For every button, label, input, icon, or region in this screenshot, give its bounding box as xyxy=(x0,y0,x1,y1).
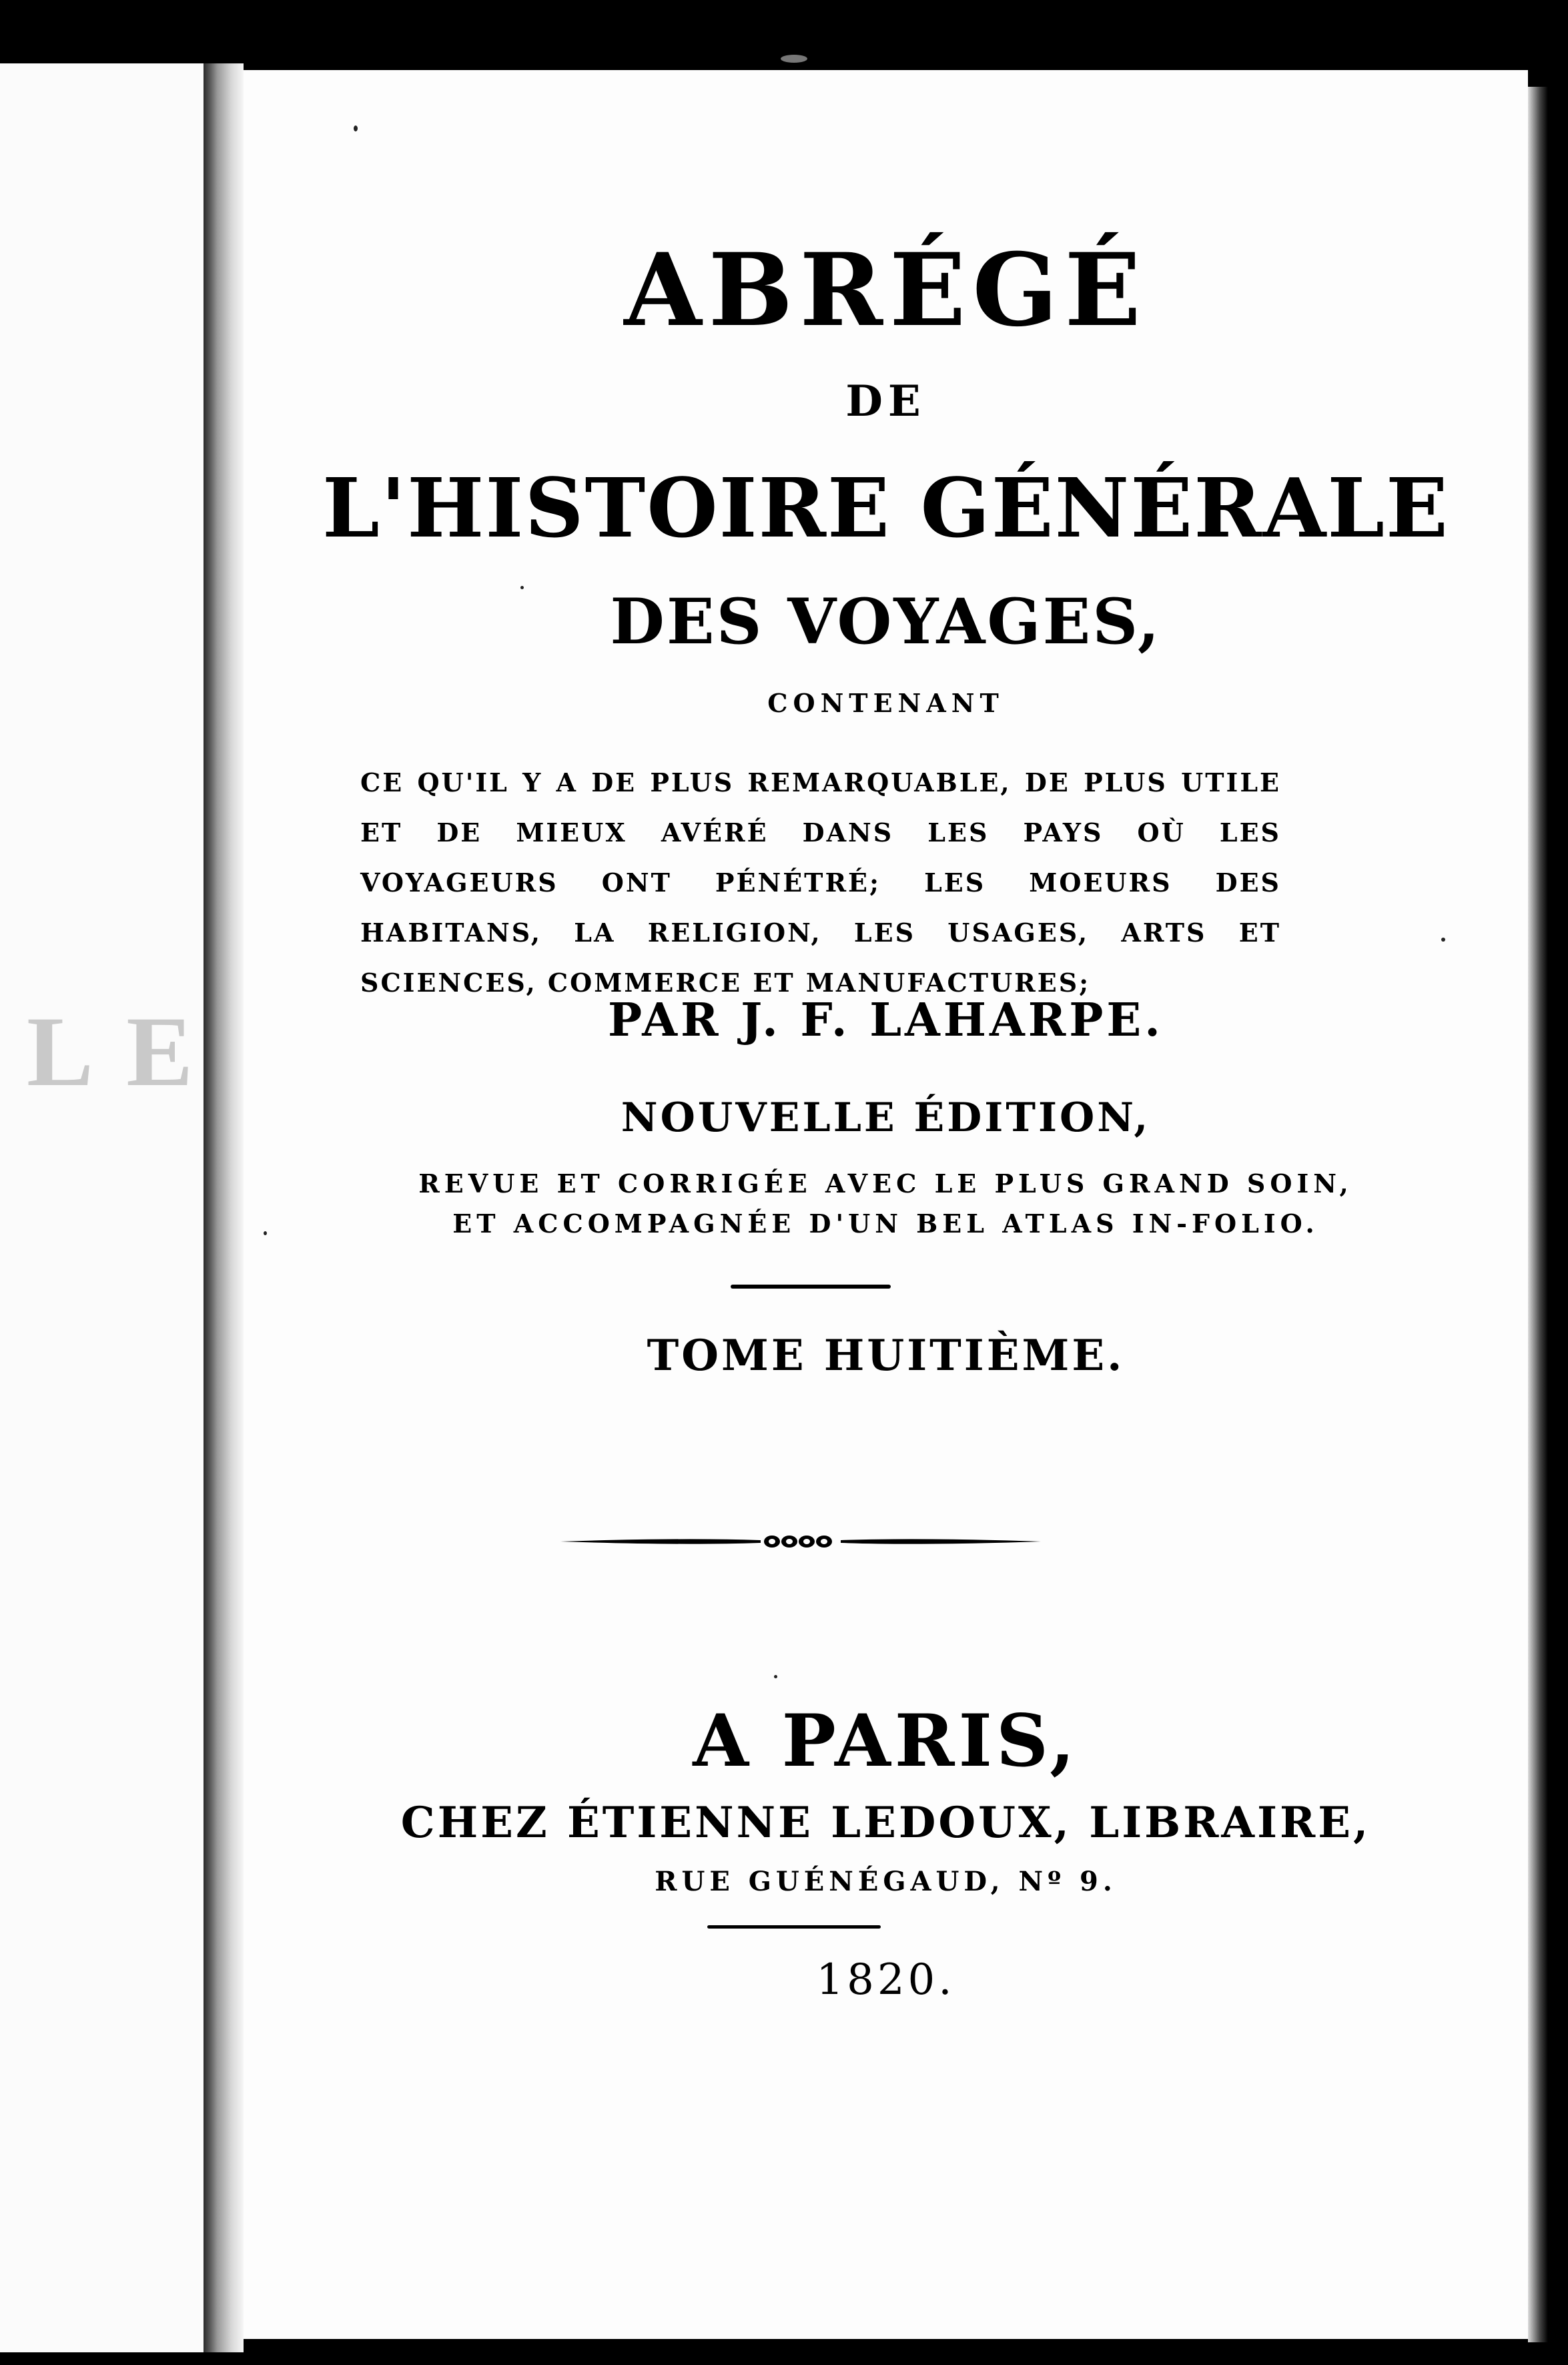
edition-note-line1: REVUE ET CORRIGÉE AVEC LE PLUS GRAND SOIN, xyxy=(418,1168,1353,1199)
title-de: DE xyxy=(845,376,926,426)
imprint-rule xyxy=(707,1925,881,1929)
divider-rule xyxy=(731,1285,891,1289)
subtitle-contenant: CONTENANT xyxy=(767,688,1004,718)
imprint-city: A PARIS, xyxy=(693,1699,1079,1783)
ink-speck xyxy=(781,55,807,63)
page-edge xyxy=(1528,87,1548,2342)
ink-speck xyxy=(1441,938,1445,942)
ink-speck xyxy=(774,1675,777,1678)
author-line: PAR J. F. LAHARPE. xyxy=(608,994,1164,1047)
edition-line: NOUVELLE ÉDITION, xyxy=(621,1094,1151,1141)
facing-page xyxy=(0,63,204,2352)
edition-note-line2: ET ACCOMPAGNÉE D'UN BEL ATLAS IN-FOLIO. xyxy=(452,1209,1319,1239)
title-des-voyages: DES VOYAGES, xyxy=(610,585,1162,659)
imprint-address: RUE GUÉNÉGAUD, Nº 9. xyxy=(655,1866,1117,1897)
imprint-publisher: CHEZ ÉTIENNE LEDOUX, LIBRAIRE, xyxy=(400,1798,1371,1848)
title-abrege: ABRÉGÉ xyxy=(624,232,1148,349)
ink-speck xyxy=(354,125,358,131)
volume-line: TOME HUITIÈME. xyxy=(647,1331,1125,1381)
ink-speck xyxy=(520,586,524,589)
title-histoire-generale: L'HISTOIRE GÉNÉRALE xyxy=(322,460,1450,556)
subtitle-description: CE QU'IL Y A DE PLUS REMARQUABLE, DE PLUS UTILE ET DE MIEUX AVÉRÉ DANS LES PAYS OÙ LES VOYAGEURS ONT PÉNÉTRÉ; LES MOEURS DES HABITANS, LA RELIGION, LES USAGES, ARTS ET SCIENCES, COMMERCE ET MANUFACTURES; xyxy=(360,767,1281,998)
book-gutter xyxy=(204,63,244,2352)
show-through-letters: L E xyxy=(27,996,200,1107)
ornamental-rule xyxy=(560,1528,1041,1555)
publication-year: 1820. xyxy=(816,1955,955,2005)
